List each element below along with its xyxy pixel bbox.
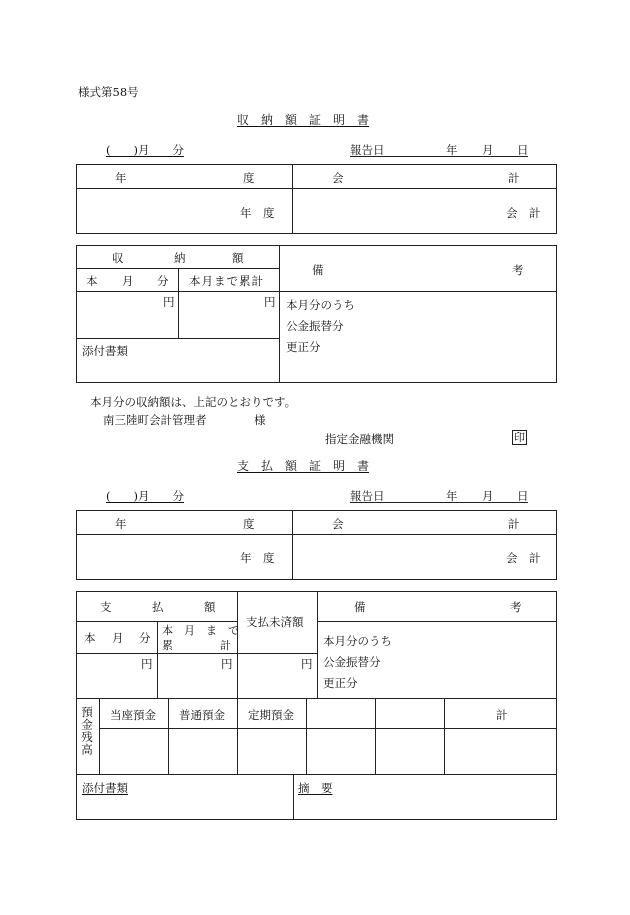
receipt-statement: 本月分の収納額は、上記のとおりです。	[90, 395, 297, 409]
seal-stamp-box[interactable]: 印	[514, 431, 525, 444]
payment-title: 支 払 額 証 明 書	[237, 459, 370, 473]
payment-fiscal-table	[76, 510, 557, 580]
receipt-header-account: 会	[332, 171, 344, 185]
payment-note-line-3: 更正分	[323, 676, 358, 690]
payment-cumulative-bottom-2: 計	[220, 639, 231, 652]
receipt-cumulative: 本月まで累計	[189, 274, 264, 288]
receipt-this-month-2: 月	[122, 274, 134, 288]
receipt-header-year: 年	[115, 171, 127, 185]
payment-time-deposit: 定期預金	[248, 708, 294, 722]
payment-this-month-2: 月	[112, 631, 124, 645]
payment-row-account[interactable]: 会 計	[506, 551, 541, 565]
receipt-title: 収 納 額 証 明 書	[237, 113, 370, 127]
payment-unpaid: 支払未済額	[246, 615, 304, 629]
payment-header-year: 年	[115, 517, 127, 531]
payment-cumulative-yen[interactable]: 円	[221, 657, 233, 671]
payment-note-line-1: 本月分のうち	[323, 634, 392, 648]
receipt-month-field[interactable]: ( )月 分	[106, 143, 184, 157]
payment-cumulative-bottom-1: 累	[162, 639, 173, 652]
payment-report-date-label: 報告日	[350, 489, 385, 503]
payment-amount-header-2: 払	[152, 600, 164, 614]
receipt-cumulative-yen[interactable]: 円	[264, 295, 276, 309]
receipt-amount-header-2: 納	[174, 251, 186, 265]
receipt-row-fiscal[interactable]: 年 度	[240, 206, 275, 220]
payment-remarks-1: 備	[354, 600, 366, 614]
payment-header-account: 会	[332, 517, 344, 531]
payment-amount-header-3: 額	[204, 600, 216, 614]
payment-summary[interactable]: 摘 要	[298, 781, 333, 795]
receipt-amount-header-3: 額	[232, 251, 244, 265]
payment-amount-header-1: 支	[100, 600, 112, 614]
payment-remarks-2: 考	[510, 600, 522, 614]
payment-year-label: 年	[446, 489, 458, 503]
receipt-report-date-label: 報告日	[350, 143, 385, 157]
payment-note-line-2: 公金振替分	[323, 655, 381, 669]
receipt-month-label: 月	[482, 143, 494, 157]
receipt-this-month-1: 本	[86, 274, 98, 288]
payment-header-total: 計	[508, 517, 520, 531]
receipt-remarks-2: 考	[512, 263, 524, 277]
receipt-remarks-1: 備	[312, 263, 324, 277]
payment-deposit-total: 計	[496, 708, 508, 722]
receipt-addressee: 南三陸町会計管理者	[103, 413, 207, 427]
receipt-amount-header-1: 収	[112, 251, 124, 265]
receipt-row-account[interactable]: 会 計	[506, 206, 541, 220]
payment-balance-label: 預金残高	[80, 706, 94, 756]
payment-attachments[interactable]: 添付書類	[82, 781, 128, 795]
payment-this-month-yen[interactable]: 円	[141, 657, 153, 671]
payment-current-deposit: 当座預金	[110, 708, 156, 722]
receipt-day-label: 日	[517, 143, 529, 157]
receipt-this-month-yen[interactable]: 円	[163, 295, 175, 309]
payment-day-label: 日	[517, 489, 529, 503]
payment-row-fiscal[interactable]: 年 度	[240, 551, 275, 565]
receipt-note-line-2: 公金振替分	[286, 319, 344, 333]
payment-month-label: 月	[482, 489, 494, 503]
receipt-year-label: 年	[446, 143, 458, 157]
receipt-bank: 指定金融機関	[325, 432, 394, 446]
receipt-note-line-3: 更正分	[286, 340, 321, 354]
receipt-attachments[interactable]: 添付書類	[82, 344, 128, 358]
receipt-this-month-3: 分	[157, 274, 169, 288]
payment-cumulative-top: 本 月 ま で	[162, 624, 239, 637]
payment-this-month-1: 本	[84, 631, 96, 645]
payment-month-field[interactable]: ( )月 分	[106, 489, 184, 503]
payment-this-month-3: 分	[139, 631, 151, 645]
receipt-header-total: 計	[508, 171, 520, 185]
receipt-fiscal-table	[76, 164, 557, 234]
receipt-header-fiscal: 度	[243, 171, 255, 185]
payment-header-fiscal: 度	[243, 517, 255, 531]
payment-unpaid-yen[interactable]: 円	[301, 657, 313, 671]
form-number: 様式第58号	[78, 85, 139, 99]
receipt-note-line-1: 本月分のうち	[286, 298, 355, 312]
receipt-honorific: 様	[254, 413, 266, 427]
payment-ordinary-deposit: 普通預金	[179, 708, 225, 722]
